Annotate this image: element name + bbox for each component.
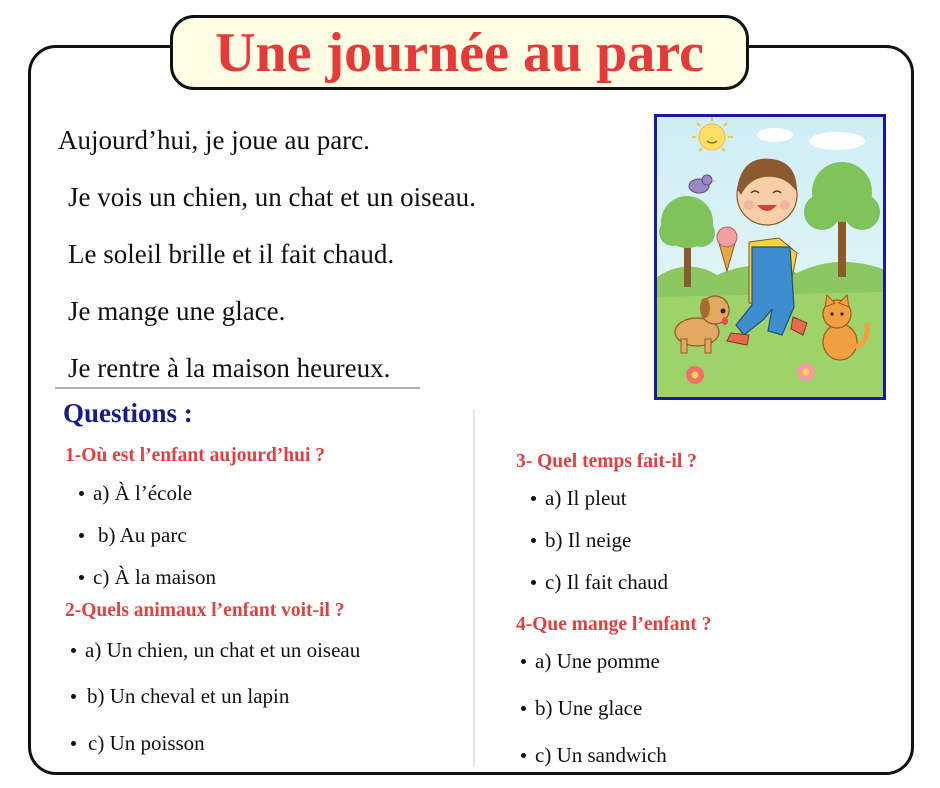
bullet-icon <box>79 491 84 496</box>
question-2-option-c <box>71 731 205 756</box>
bullet-icon <box>71 648 76 653</box>
story-line: Aujourd’hui, je joue au parc. <box>58 125 370 155</box>
questions-heading: Questions : <box>63 398 193 428</box>
bullet-icon <box>79 575 84 580</box>
option-text: c) À la maison <box>93 565 217 589</box>
story-line: Je rentre à la maison heureux. <box>68 353 391 383</box>
option-text: b) Un cheval et un lapin <box>87 684 290 708</box>
bullet-icon <box>79 533 84 538</box>
question-2-option-b <box>71 684 289 709</box>
story-line: Le soleil brille et il fait chaud. <box>68 239 395 269</box>
option-text: b) Une glace <box>535 696 643 720</box>
bullet-icon <box>531 580 536 585</box>
option-text: b) Il neige <box>545 528 632 552</box>
question-3-option-a <box>531 486 627 511</box>
title-banner <box>170 15 749 90</box>
park-illustration <box>654 114 886 400</box>
option-text: a) À l’école <box>93 481 193 505</box>
section-divider <box>55 387 420 389</box>
question-4-option-b <box>521 696 642 721</box>
option-text: a) Un chien, un chat et un oiseau <box>85 638 361 662</box>
question-1-option-c <box>79 565 216 590</box>
bullet-icon <box>521 753 526 758</box>
question-2-option-a <box>71 638 360 663</box>
story-text <box>58 112 476 397</box>
bullet-icon <box>521 706 526 711</box>
question-1-option-b <box>79 523 187 548</box>
question-2-label: 2-Quels animaux l’enfant voit-il ? <box>65 600 345 621</box>
question-1-label: 1-Où est l’enfant aujourd’hui ? <box>65 445 326 466</box>
question-3-option-c <box>531 570 668 595</box>
option-text: a) Il pleut <box>545 486 627 510</box>
question-4-option-a <box>521 649 660 674</box>
question-4-label: 4-Que mange l’enfant ? <box>516 614 712 635</box>
question-3-option-b <box>531 528 631 553</box>
question-1-option-a <box>79 481 192 506</box>
column-divider <box>473 410 475 767</box>
option-text: c) Un poisson <box>88 731 205 755</box>
bullet-icon <box>71 694 76 699</box>
question-4-option-c <box>521 743 667 768</box>
bullet-icon <box>531 496 536 501</box>
story-line: Je vois un chien, un chat et un oiseau. <box>68 182 476 212</box>
story-line: Je mange une glace. <box>68 296 286 326</box>
bullet-icon <box>71 741 76 746</box>
park-scene-icon <box>657 117 883 397</box>
option-text: b) Au parc <box>98 523 187 547</box>
option-text: c) Un sandwich <box>535 743 667 767</box>
question-3-label: 3- Quel temps fait-il ? <box>516 451 697 472</box>
option-text: a) Une pomme <box>535 649 660 673</box>
bullet-icon <box>531 538 536 543</box>
option-text: c) Il fait chaud <box>545 570 669 594</box>
bullet-icon <box>521 659 526 664</box>
worksheet-title: Une journée au parc <box>215 21 704 84</box>
